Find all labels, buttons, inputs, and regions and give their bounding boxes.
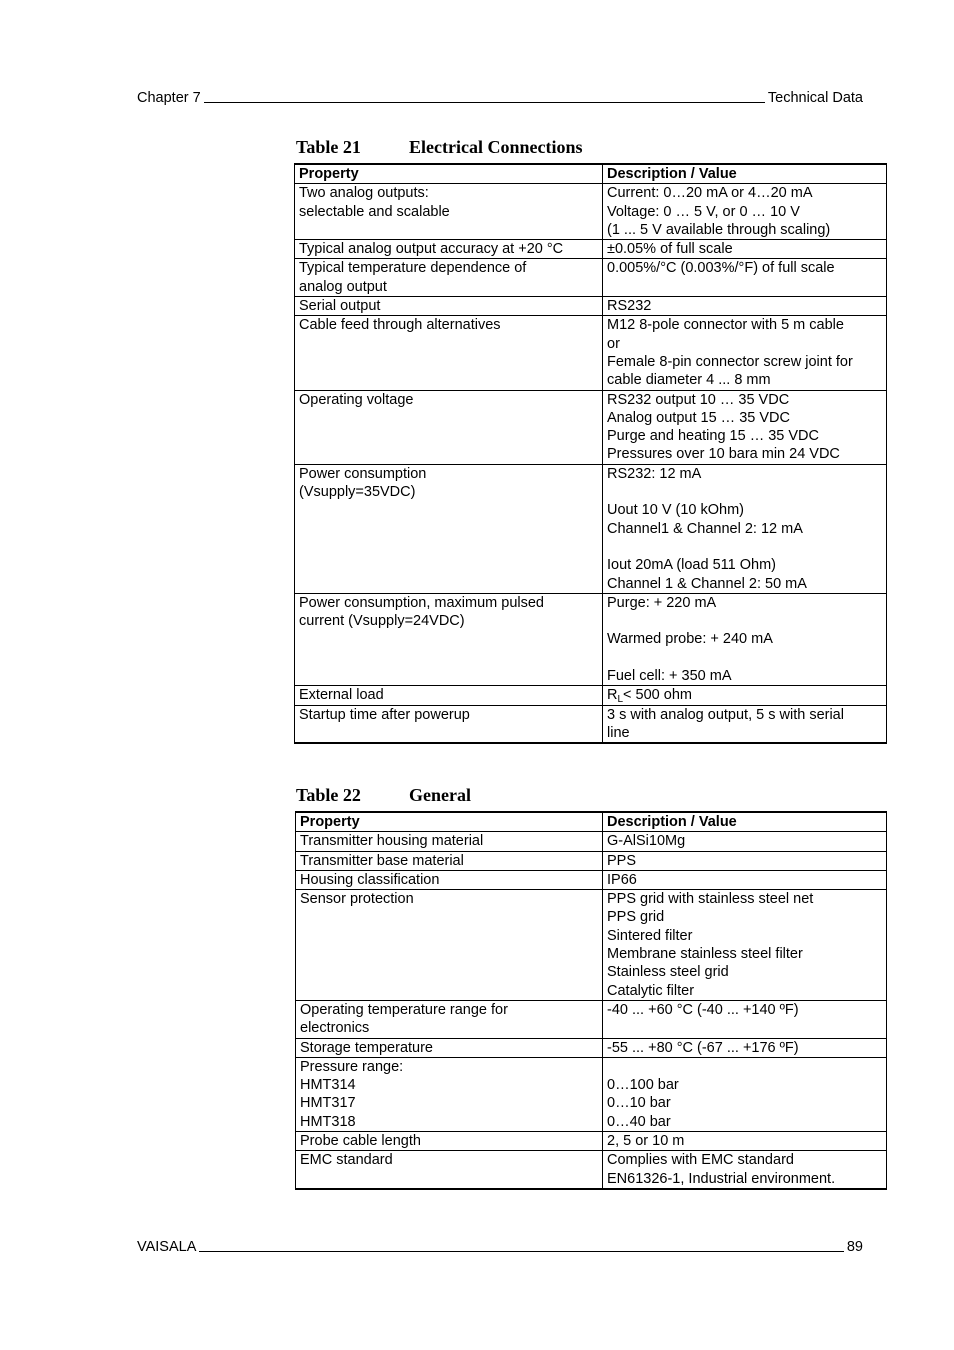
property-line: External load (299, 687, 384, 704)
value-line: Iout 20mA (load 511 Ohm) (607, 557, 776, 574)
value-line: EN61326-1, Industrial environment. (607, 1170, 836, 1187)
resistance-subscript: L (617, 694, 624, 706)
column-header-value: Description / Value (603, 164, 887, 184)
value-cell (603, 686, 887, 705)
table-row (296, 890, 887, 1001)
value-line: PPS grid with stainless steel net (607, 891, 814, 908)
property-cell (295, 390, 603, 464)
general-table (295, 811, 887, 1190)
table-number: Table 21 (296, 137, 361, 157)
company-name: VAISALA (137, 1239, 197, 1255)
property-line: Pressure range: (300, 1058, 404, 1075)
value-line: M12 8-pole connector with 5 m cable (607, 317, 844, 334)
value-line: RS232 output 10 … 35 VDC (607, 391, 790, 408)
value-line: Voltage: 0 … 5 V, or 0 … 10 V (607, 203, 800, 220)
property-line: HMT314 (300, 1077, 356, 1094)
value-line: RS232: 12 mA (607, 465, 702, 482)
property-cell (296, 1000, 603, 1038)
table-row (296, 1151, 887, 1189)
value-cell (603, 851, 887, 870)
property-line: Storage temperature (300, 1039, 433, 1056)
property-line: Housing classification (300, 871, 440, 888)
value-line (607, 686, 882, 704)
value-line: or (607, 335, 620, 352)
table-title: Electrical Connections (409, 137, 583, 157)
value-line: Purge: + 220 mA (607, 594, 717, 611)
table-row (295, 240, 887, 259)
table-22-caption (296, 785, 471, 806)
value-cell (603, 1151, 887, 1189)
property-line: Transmitter base material (300, 852, 464, 869)
property-cell (296, 1132, 603, 1151)
value-line: Current: 0…20 mA or 4…20 mA (607, 185, 813, 202)
value-line: G-AlSi10Mg (607, 833, 686, 850)
value-line: 2, 5 or 10 m (607, 1133, 685, 1150)
value-cell (603, 705, 887, 743)
table-row (295, 259, 887, 297)
table-row (295, 390, 887, 464)
property-line: HMT318 (300, 1113, 356, 1130)
column-header-value: Description / Value (603, 812, 887, 832)
footer-rule (199, 1251, 843, 1252)
table-row (296, 1057, 887, 1131)
value-line (607, 1058, 882, 1076)
property-line: Operating voltage (299, 391, 414, 408)
property-line: Sensor protection (300, 891, 414, 908)
property-line: Power consumption (299, 465, 427, 482)
table-row (295, 464, 887, 593)
value-cell (603, 184, 887, 240)
header-rule (204, 102, 765, 103)
value-line: RS232 (607, 298, 652, 315)
electrical-connections-table (294, 163, 887, 744)
page-footer (137, 1239, 863, 1255)
property-cell (296, 851, 603, 870)
value-line: PPS grid (607, 909, 665, 926)
section-label: Technical Data (767, 90, 863, 106)
property-line: (Vsupply=35VDC) (299, 484, 416, 501)
property-cell (296, 832, 603, 851)
table-row (296, 870, 887, 889)
property-line: Typical temperature dependence of (299, 260, 527, 277)
value-line: PPS (607, 852, 637, 869)
value-cell (603, 890, 887, 1001)
page-number: 89 (846, 1239, 863, 1255)
value-line: Pressures over 10 bara min 24 VDC (607, 446, 840, 463)
resistance-symbol: R (607, 687, 618, 704)
value-cell (603, 316, 887, 390)
value-line (607, 483, 882, 501)
value-cell (603, 1038, 887, 1057)
value-cell (603, 870, 887, 889)
value-line: Uout 10 V (10 kOhm) (607, 502, 744, 519)
value-line: Complies with EMC standard (607, 1152, 794, 1169)
table-row (296, 1038, 887, 1057)
value-line: Female 8-pin connector screw joint for (607, 353, 853, 370)
column-header-property: Property (296, 812, 603, 832)
property-line: HMT317 (300, 1095, 356, 1112)
property-line: selectable and scalable (299, 203, 450, 220)
value-cell (603, 297, 887, 316)
value-cell (603, 240, 887, 259)
value-line: 3 s with analog output, 5 s with serial (607, 706, 844, 723)
value-line: Analog output 15 … 35 VDC (607, 409, 790, 426)
value-line: line (607, 724, 630, 741)
property-line: Startup time after powerup (299, 706, 470, 723)
chapter-label: Chapter 7 (137, 90, 201, 106)
property-cell (296, 1057, 603, 1131)
load-value: < 500 ohm (623, 687, 692, 704)
column-header-property: Property (295, 164, 603, 184)
property-cell (295, 464, 603, 593)
table-row (295, 184, 887, 240)
property-line: EMC standard (300, 1152, 393, 1169)
table-row (296, 851, 887, 870)
value-line: Channel 1 & Channel 2: 50 mA (607, 575, 807, 592)
property-cell (296, 890, 603, 1001)
property-cell (296, 1151, 603, 1189)
property-cell (295, 686, 603, 705)
property-cell (295, 316, 603, 390)
page-header (137, 90, 863, 106)
table-title: General (409, 785, 471, 805)
property-line: electronics (300, 1020, 370, 1037)
value-line (607, 612, 882, 630)
value-cell (603, 832, 887, 851)
property-cell (295, 259, 603, 297)
value-cell (603, 1132, 887, 1151)
value-line (607, 649, 882, 667)
value-line: Catalytic filter (607, 982, 695, 999)
property-cell (295, 593, 603, 685)
value-line: 0…40 bar (607, 1113, 671, 1130)
table-row (295, 686, 887, 705)
value-line: ±0.05% of full scale (607, 241, 733, 258)
property-cell (295, 297, 603, 316)
value-line: Warmed probe: + 240 mA (607, 631, 773, 648)
table-row (295, 593, 887, 685)
property-line: Operating temperature range for (300, 1001, 508, 1018)
value-line (607, 538, 882, 556)
property-line: Typical analog output accuracy at +20 °C (299, 241, 564, 258)
value-line: Sintered filter (607, 927, 693, 944)
table-row (295, 316, 887, 390)
property-cell (295, 705, 603, 743)
table-row (296, 1132, 887, 1151)
property-line: current (Vsupply=24VDC) (299, 613, 465, 630)
property-cell (296, 1038, 603, 1057)
property-line: Cable feed through alternatives (299, 317, 501, 334)
table-row (296, 1000, 887, 1038)
table-number: Table 22 (296, 785, 361, 805)
value-cell (603, 1057, 887, 1131)
table-21-caption (296, 137, 582, 158)
value-line: -55 ... +80 °C (-67 ... +176 ºF) (607, 1039, 799, 1056)
value-line: 0…10 bar (607, 1095, 671, 1112)
value-line: 0.005%/°C (0.003%/°F) of full scale (607, 260, 835, 277)
property-cell (296, 870, 603, 889)
value-line: -40 ... +60 °C (-40 ... +140 ºF) (607, 1001, 799, 1018)
property-line: Two analog outputs: (299, 185, 429, 202)
table-row (296, 832, 887, 851)
property-line: Transmitter housing material (300, 833, 484, 850)
value-line: IP66 (607, 871, 637, 888)
value-cell (603, 259, 887, 297)
value-line: Purge and heating 15 … 35 VDC (607, 428, 819, 445)
value-line: Stainless steel grid (607, 964, 729, 981)
value-cell (603, 464, 887, 593)
value-cell (603, 1000, 887, 1038)
property-cell (295, 240, 603, 259)
table-header-row (296, 812, 887, 832)
value-line: Channel1 & Channel 2: 12 mA (607, 520, 803, 537)
property-line: Serial output (299, 298, 381, 315)
value-line: cable diameter 4 ... 8 mm (607, 372, 771, 389)
table-row (295, 705, 887, 743)
value-line: Membrane stainless steel filter (607, 946, 803, 963)
value-cell (603, 593, 887, 685)
property-line: Power consumption, maximum pulsed (299, 594, 544, 611)
property-line: Probe cable length (300, 1133, 421, 1150)
value-line: 0…100 bar (607, 1077, 679, 1094)
table-row (295, 297, 887, 316)
property-cell (295, 184, 603, 240)
value-line: Fuel cell: + 350 mA (607, 668, 732, 685)
value-cell (603, 390, 887, 464)
value-line: (1 ... 5 V available through scaling) (607, 221, 831, 238)
property-line: analog output (299, 278, 387, 295)
table-header-row (295, 164, 887, 184)
